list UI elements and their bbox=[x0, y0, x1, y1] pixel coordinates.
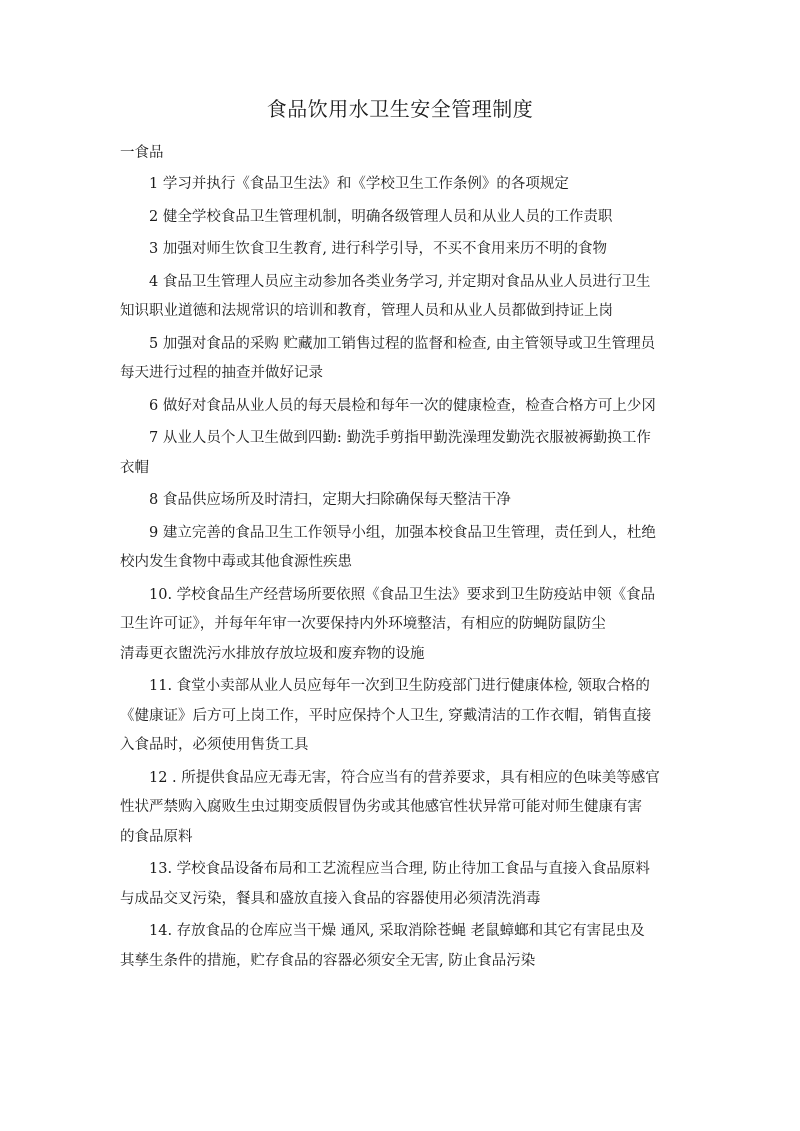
paragraph-line: 1 学习并执行《食品卫生法》和《学校卫生工作条例》的各项规定 bbox=[149, 176, 569, 192]
paragraph-line: 10. 学校食品生产经营场所要依照《食品卫生法》要求到卫生防疫站申领《食品 bbox=[149, 586, 656, 603]
paragraph-item bbox=[120, 170, 682, 200]
paragraph-line: 5 加强对食品的采购 贮藏加工销售过程的监督和检查, 由主管领导或卫生管理员 bbox=[149, 335, 656, 352]
paragraph-item bbox=[120, 917, 682, 976]
paragraph-line: 知识职业道德和法规常识的培训和教育，管理人员和从业人员都做到持证上岗 bbox=[120, 303, 613, 319]
paragraph-line: 与成品交叉污染，餐具和盛放直接入食品的容器使用必须清洗消毒 bbox=[120, 890, 541, 907]
paragraph-item bbox=[120, 581, 682, 670]
paragraph-item bbox=[120, 235, 682, 265]
paragraph-item bbox=[120, 672, 682, 761]
paragraph-item bbox=[120, 330, 682, 389]
paragraph-line: 性状严禁购入腐败生虫过期变质假冒伪劣或其他感官性状异常可能对师生健康有害 bbox=[120, 799, 642, 815]
paragraph-item bbox=[120, 268, 682, 327]
paragraph-line: 14. 存放食品的仓库应当干燥 通风, 采取消除苍蝇 老鼠蟑螂和其它有害昆虫及 bbox=[149, 923, 645, 939]
paragraph-line: 《健康证》后方可上岗工作，平时应保持个人卫生, 穿戴清洁的工作衣帽，销售直接 bbox=[120, 707, 652, 724]
paragraph-item bbox=[120, 392, 682, 422]
paragraph-item bbox=[120, 519, 682, 578]
paragraph-line: 13. 学校食品设备布局和工艺流程应当合理, 防止待加工食品与直接入食品原料 bbox=[149, 861, 650, 877]
paragraph-line: 校内发生食物中毒或其他食源性疾患 bbox=[120, 554, 352, 570]
paragraph-line: 9 建立完善的食品卫生工作领导小组，加强本校食品卫生管理，责任到人，杜绝 bbox=[149, 524, 656, 541]
paragraph-line: 卫生许可证》，并每年年审一次要保持内外环境整洁，有相应的防蝇防鼠防尘 bbox=[120, 616, 606, 632]
paragraph-line: 每天进行过程的抽查并做好记录 bbox=[120, 365, 323, 381]
paragraph-line: 11. 食堂小卖部从业人员应每年一次到卫生防疫部门进行健康体检, 领取合格的 bbox=[149, 678, 650, 694]
paragraph-line: 衣帽 bbox=[120, 459, 149, 476]
paragraph-item bbox=[120, 764, 682, 853]
paragraph-line: 的食品原料 bbox=[120, 828, 193, 845]
paragraph-line: 8 食品供应场所及时清扫，定期大扫除确保每天整洁干净 bbox=[149, 492, 511, 508]
paragraph-item bbox=[120, 486, 682, 516]
paragraph-line: 12 . 所提供食品应无毒无害，符合应当有的营养要求，具有相应的色味美等感官 bbox=[149, 769, 660, 786]
paragraph-line: 其孳生条件的措施，贮存食品的容器必须安全无害, 防止食品污染 bbox=[120, 952, 536, 969]
paragraph-item bbox=[120, 424, 682, 483]
document-body bbox=[120, 170, 682, 979]
paragraph-line: 清毒更衣盥洗污水排放存放垃圾和废弃物的设施 bbox=[120, 645, 425, 662]
section-heading: 一食品 bbox=[120, 145, 164, 161]
paragraph-line: 6 做好对食品从业人员的每天晨检和每年一次的健康检查，检查合格方可上少冈 bbox=[149, 397, 656, 414]
paragraph-item bbox=[120, 203, 682, 233]
paragraph-item bbox=[120, 855, 682, 914]
document-title: 食品饮用水卫生安全管理制度 bbox=[266, 97, 534, 121]
paragraph-line: 7 从业人员个人卫生做到四勤: 勤洗手剪指甲勤洗澡理发勤洗衣服被褥勤换工作 bbox=[149, 430, 651, 446]
paragraph-line: 入食品时，必须使用售货工具 bbox=[120, 737, 309, 753]
paragraph-line: 4 食品卫生管理人员应主动参加各类业务学习, 并定期对食品从业人员进行卫生 bbox=[149, 273, 651, 290]
paragraph-line: 3 加强对师生饮食卫生教育, 进行科学引导，不买不食用来历不明的食物 bbox=[149, 241, 608, 257]
paragraph-line: 2 健全学校食品卫生管理机制，明确各级管理人员和从业人员的工作责职 bbox=[149, 208, 613, 225]
